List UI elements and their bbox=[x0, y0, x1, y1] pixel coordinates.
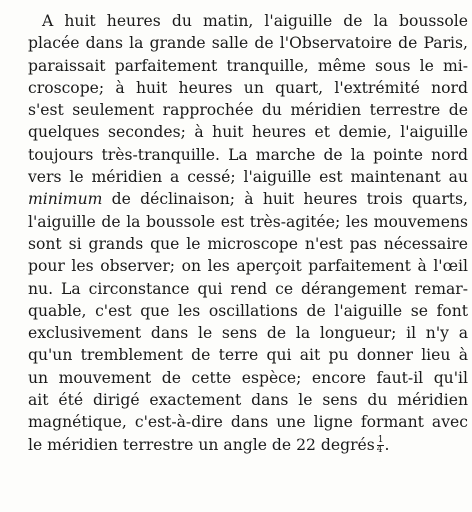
text-line: A huit heures du matin, l'aiguille de la boussole bbox=[42, 12, 468, 30]
text-line bbox=[28, 434, 468, 456]
text-line bbox=[28, 188, 468, 210]
fraction-denominator: 4 bbox=[376, 445, 383, 456]
text-line: vers le méridien a cessé; l'aiguille est maintenant au bbox=[28, 168, 468, 187]
text-line: placée dans la grande salle de l'Observatoire de Paris, bbox=[28, 34, 468, 53]
text-line: pour les observer; on les aperçoit parfaitement à l'œil bbox=[28, 257, 468, 276]
text-line: qu'un tremblement de terre qui ait pu donner lieu à bbox=[28, 346, 468, 365]
text-line: ait été dirigé exactement dans le sens du méridien bbox=[28, 391, 468, 410]
fraction-numerator: 1 bbox=[377, 435, 384, 446]
text-line-body: le méridien terrestre un angle de 22 degrés bbox=[28, 435, 375, 454]
final-period: . bbox=[384, 435, 390, 454]
italic-word: minimum bbox=[28, 190, 103, 209]
paragraph bbox=[28, 10, 468, 456]
text-line-rest: de déclinaison; à huit heures trois quarts, bbox=[111, 190, 468, 209]
text-line: sont si grands que le microscope n'est pas nécessaire bbox=[28, 234, 468, 253]
text-line: croscope; à huit heures un quart, l'extrémité nord bbox=[28, 78, 468, 97]
text-line: quable, c'est que les oscillations de l'aiguille se font bbox=[28, 301, 468, 320]
text-line: magnétique, c'est-à-dire dans une ligne formant avec bbox=[28, 413, 468, 432]
text-line: un mouvement de cette espèce; encore faut-il qu'il bbox=[28, 368, 468, 387]
text-line: exclusivement dans le sens de la longueur; il n'y a bbox=[28, 324, 468, 343]
text-line: toujours très-tranquille. La marche de la pointe nord bbox=[28, 145, 468, 164]
text-line: s'est seulement rapprochée du méridien terrestre de bbox=[28, 101, 468, 120]
text-line: quelques secondes; à huit heures et demie, l'aiguille bbox=[28, 123, 468, 142]
text-line: l'aiguille de la boussole est très-agitée; les mouvemens bbox=[28, 212, 468, 231]
text-line: paraissait parfaitement tranquille, même sous le mi- bbox=[28, 56, 468, 75]
text-line: nu. La circonstance qui rend ce dérangement remar- bbox=[28, 279, 468, 298]
